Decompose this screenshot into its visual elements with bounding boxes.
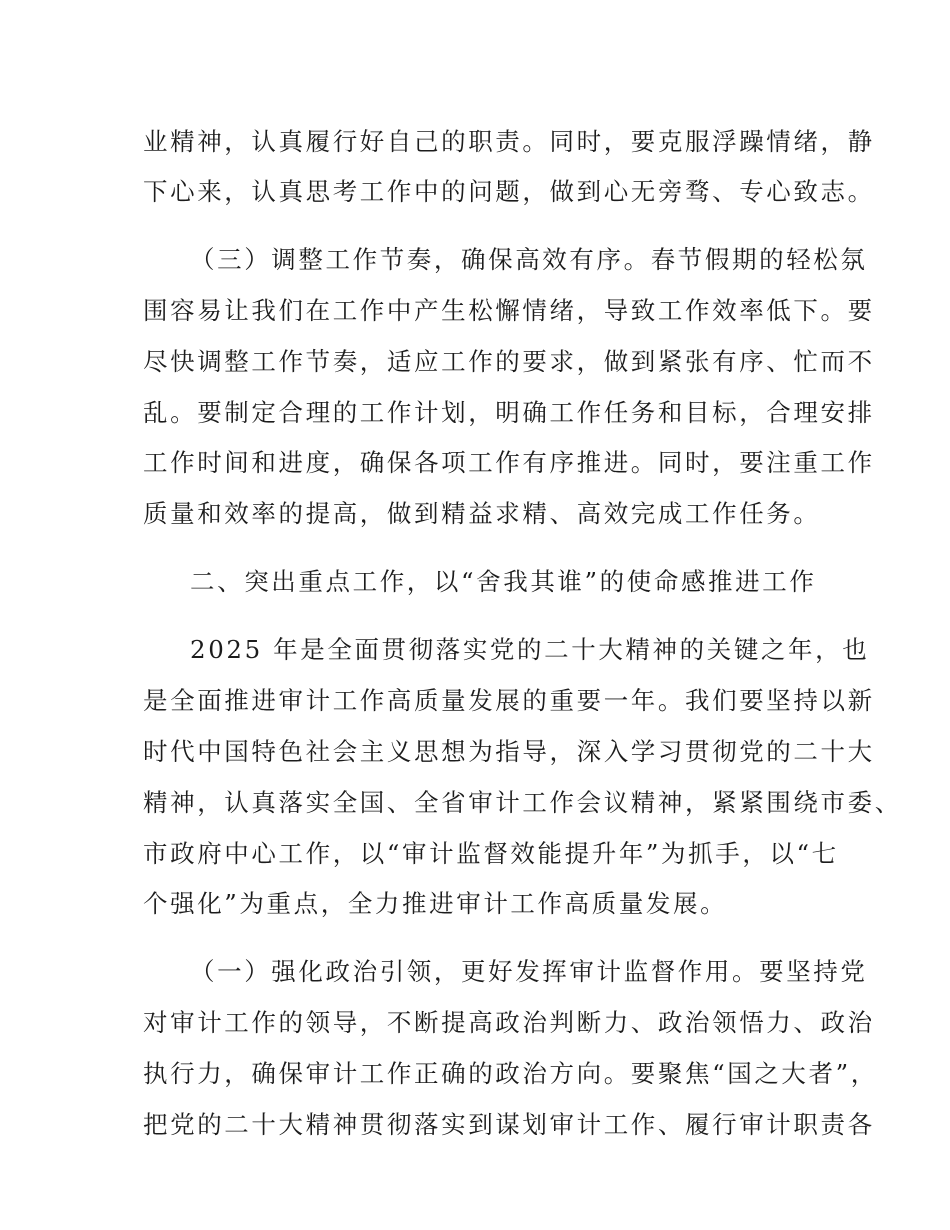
text-line: 时代中国特色社会主义思想为指导，深入学习贯彻党的二十大 [143, 737, 875, 766]
text-line: 尽快调整工作节奏，适应工作的要求，做到紧张有序、忙而不 [143, 347, 875, 376]
text-line: 业精神，认真履行好自己的职责。同时，要克服浮躁情绪，静 [143, 127, 875, 156]
paragraph-start-line: （三）调整工作节奏，确保高效有序。春节假期的轻松氛 [190, 245, 868, 274]
paragraph-start-line: （一）强化政治引领，更好发挥审计监督作用。要坚持党 [190, 957, 868, 986]
text-line: 市政府中心工作，以“审计监督效能提升年”为抓手，以“七 [143, 839, 839, 868]
text-line: 精神，认真落实全国、全省审计工作会议精神，紧紧围绕市委、 [143, 788, 902, 817]
text-line: 对审计工作的领导，不断提高政治判断力、政治领悟力、政治 [143, 1008, 875, 1037]
text-line: 工作时间和进度，确保各项工作有序推进。同时，要注重工作 [143, 448, 875, 477]
text-line: 个强化”为重点，全力推进审计工作高质量发展。 [143, 889, 728, 918]
text-line: 质量和效率的提高，做到精益求精、高效完成工作任务。 [143, 499, 821, 528]
text-line: 下心来，认真思考工作中的问题，做到心无旁骛、专心致志。 [143, 177, 875, 206]
text-line: 执行力，确保审计工作正确的政治方向。要聚焦“国之大者”， [143, 1059, 878, 1088]
text-line: 乱。要制定合理的工作计划，明确工作任务和目标，合理安排 [143, 398, 875, 427]
text-line: 围容易让我们在工作中产生松懈情绪，导致工作效率低下。要 [143, 296, 875, 325]
text-line: 把党的二十大精神贯彻落实到谋划审计工作、履行审计职责各 [143, 1110, 875, 1139]
section-heading: 二、突出重点工作，以“舍我其谁”的使命感推进工作 [190, 567, 817, 596]
text-line: 是全面推进审计工作高质量发展的重要一年。我们要坚持以新 [143, 686, 875, 715]
paragraph-start-line: 2025 年是全面贯彻落实党的二十大精神的关键之年，也 [190, 635, 870, 664]
